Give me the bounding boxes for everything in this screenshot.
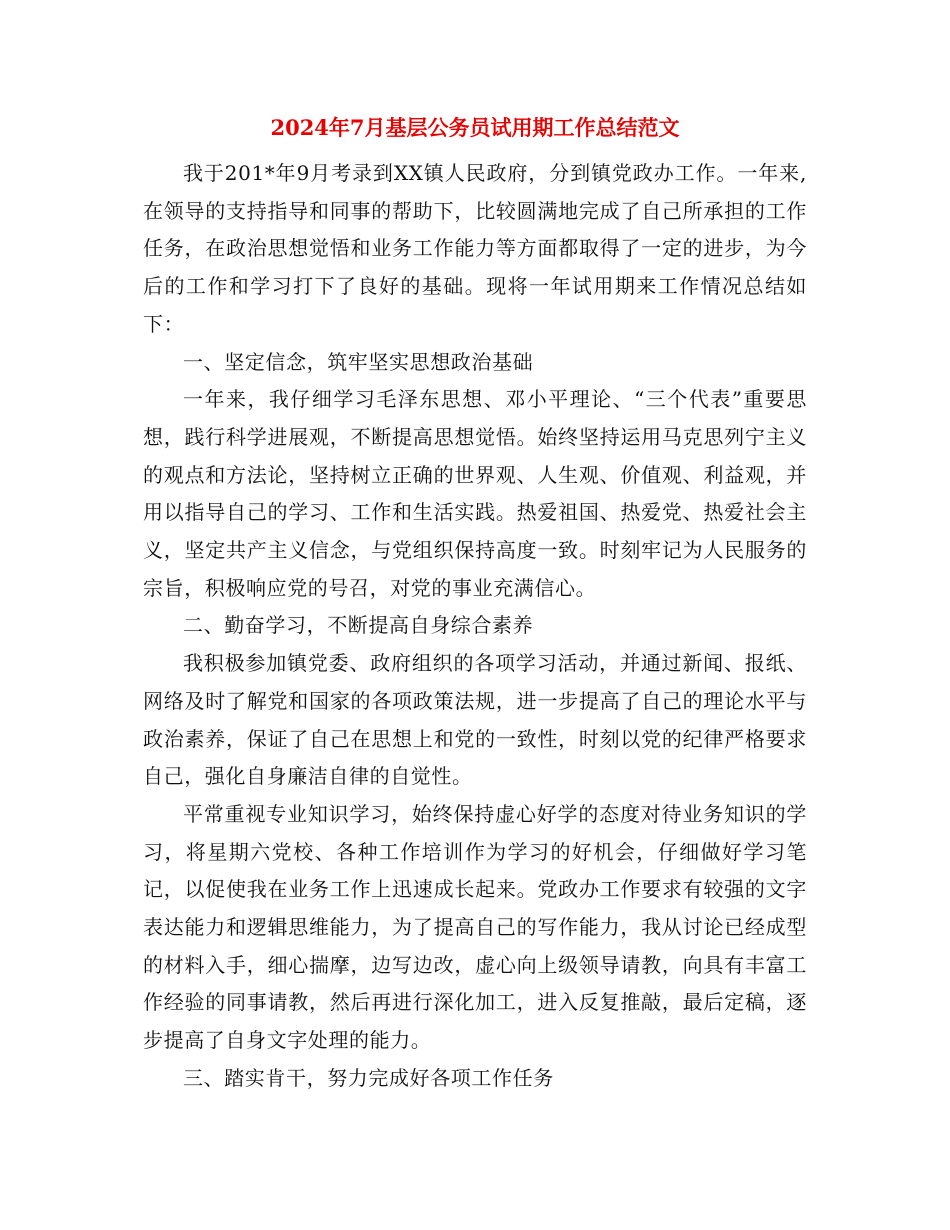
document-body [143,155,807,1098]
paragraph-section-1: 一年来，我仔细学习毛泽东思想、邓小平理论、“三个代表”重要思想，践行科学进展观，不断提高思想觉悟。始终坚持运用马克思列宁主义的观点和方法论，坚持树立正确的世界观、人生观、价值观、利益观，并用以指导自己的学习、工作和生活实践。热爱祖国、热爱党、热爱社会主义，坚定共产主义信念，与党组织保持高度一致。时刻牢记为人民服务的宗旨，积极响应党的号召，对党的事业充满信心。 [143,387,807,600]
section-heading-3: 三、踏实肯干，努力完成好各项工作任务 [183,1065,554,1090]
paragraph-intro: 我于201*年9月考录到XX镇人民政府，分到镇党政办工作。一年来,在领导的支持指导和同事的帮助下，比较圆满地完成了自己所承担的工作任务，在政治思想觉悟和业务工作能力等方面都取得了一定的进步，为今后的工作和学习打下了良好的基础。现将一年试用期来工作情况总结如下： [143,161,807,336]
section-heading-1: 一、坚定信念，筑牢坚实思想政治基础 [183,349,534,374]
paragraph-section-2b: 平常重视专业知识学习，始终保持虚心好学的态度对待业务知识的学习，将星期六党校、各种工作培训作为学习的好机会，仔细做好学习笔记，以促使我在业务工作上迅速成长起来。党政办工作要求有较强的文字表达能力和逻辑思维能力，为了提高自己的写作能力，我从讨论已经成型的材料入手，细心揣摩，边写边改，虚心向上级领导请教，向具有丰富工作经验的同事请教，然后再进行深化加工，进入反复推敲，最后定稿，逐步提高了自身文字处理的能力。 [143,801,807,1053]
section-heading-2: 二、勤奋学习，不断提高自身综合素养 [183,613,534,638]
paragraph-section-2a: 我积极参加镇党委、政府组织的各项学习活动，并通过新闻、报纸、网络及时了解党和国家的各项政策法规，进一步提高了自己的理论水平与政治素养，保证了自己在思想上和党的一致性，时刻以党的纪律严格要求自己，强化自身廉洁自律的自觉性。 [143,651,807,789]
document-title: 2024年7月基层公务员试用期工作总结范文 [270,115,680,140]
